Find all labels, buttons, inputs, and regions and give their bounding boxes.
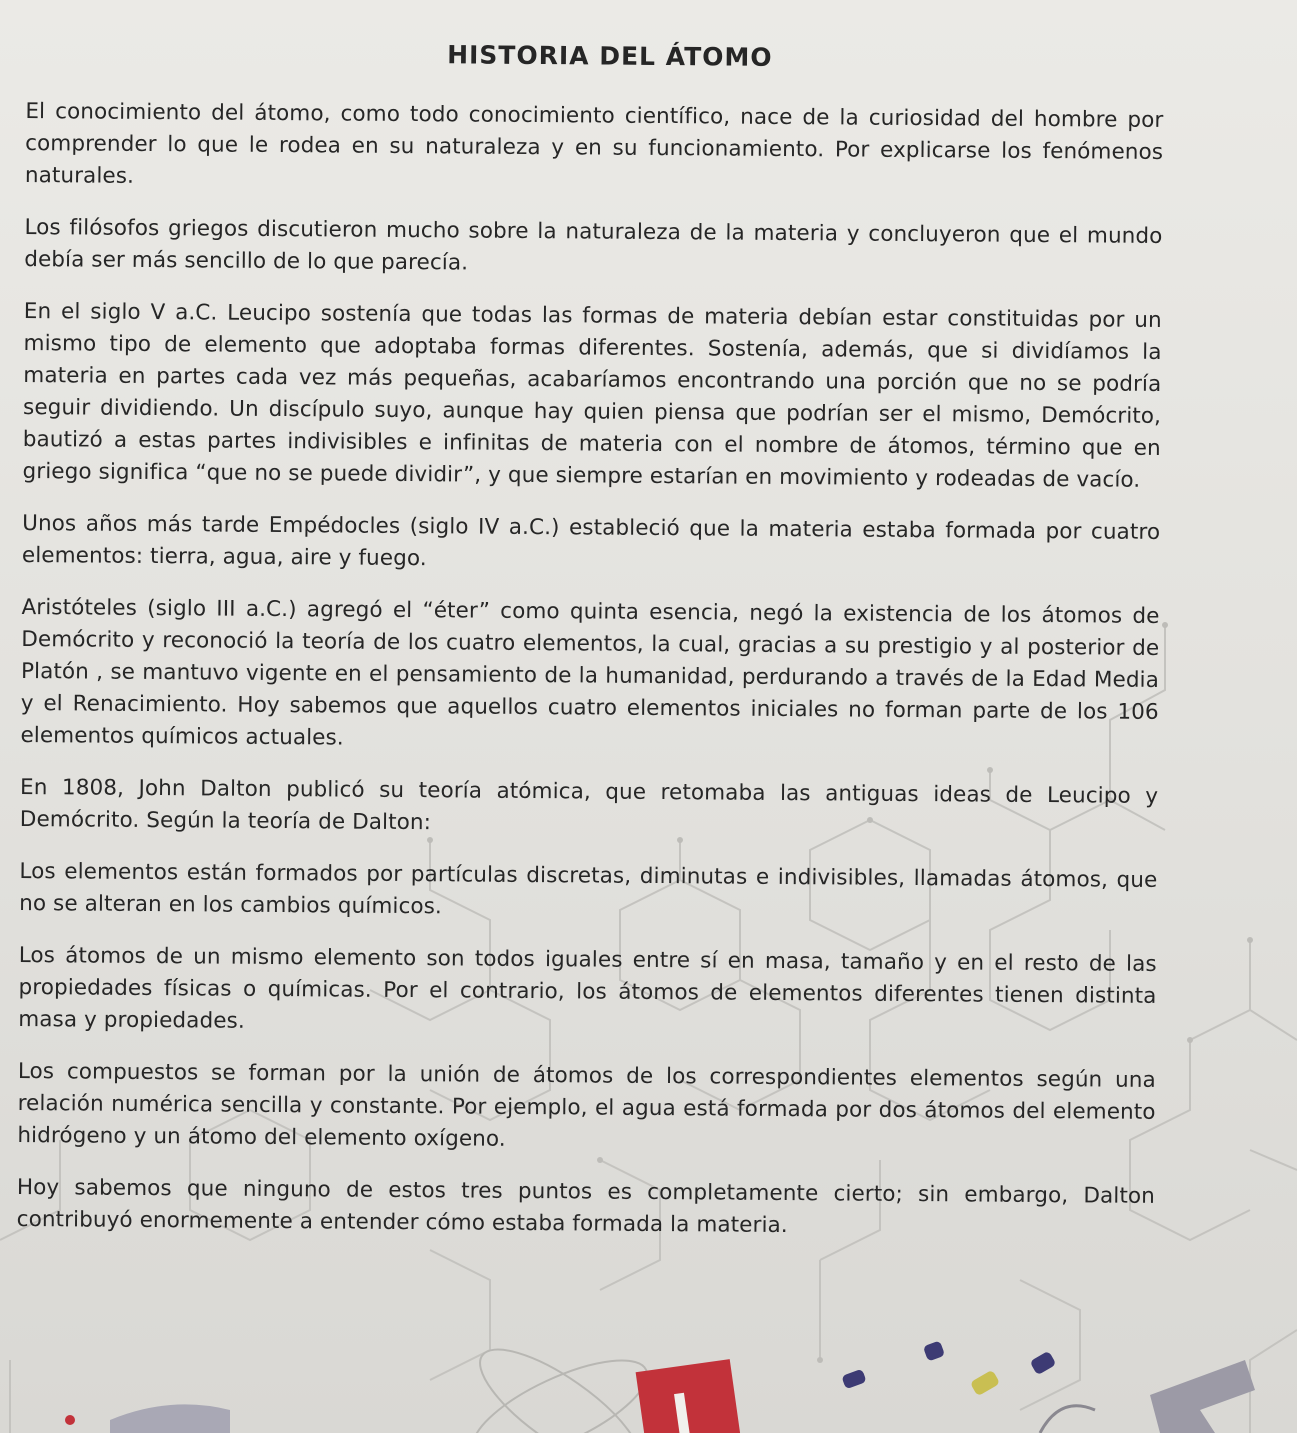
paragraph-dalton-point-3: Los compuestos se forman por la unión de átomos de los correspondientes elementos según una relación numérica sencilla y constante. Por ejemplo, el agua está formada por dos átomos del elemento hidrógeno y un átomo del elemento oxígeno. bbox=[17, 1058, 1156, 1152]
paragraph-aristoteles: Aristóteles (siglo III a.C.) agregó el “éter” como quinta esencia, negó la existencia de los átomos de Demócrito y reconoció la teoría de los cuatro elementos, la cual, gracias a su prestigio y al posterior de Platón , se mantuvo vigente en el pensamiento de la humanidad, perdurando a través de la Edad Media y el Renacimiento. Hoy sabemos que aquellos cuatro elementos iniciales no forman parte de los 106 elementos químicos actuales. bbox=[20, 594, 1160, 751]
paragraph-greek-philosophers: Los filósofos griegos discutieron mucho sobre la naturaleza de la materia y concluyeron que el mundo debía ser más sencillo de lo que parecía. bbox=[24, 214, 1163, 276]
paragraph-conclusion: Hoy sabemos que ninguno de estos tres puntos es completamente cierto; sin embargo, Dalton contribuyó enormemente a entender cómo estaba formada la materia. bbox=[16, 1174, 1156, 1239]
paragraph-dalton-point-1: Los elementos están formados por partículas discretas, diminutas e indivisibles, llamadas átomos, que no se alteran en los cambios químicos. bbox=[19, 858, 1158, 920]
paragraph-dalton-intro: En 1808, John Dalton publicó su teoría atómica, que retomaba las antiguas ideas de Leucipo y Demócrito. Según la teoría de Dalton: bbox=[19, 774, 1159, 836]
paragraph-leucipo-democrito: En el siglo V a.C. Leucipo sostenía que todas las formas de materia debían estar constituidas por un mismo tipo de elemento que adoptaba formas diferentes. Sostenía, además, que si dividíamos la materia en partes cada vez más pequeñas, acabaríamos encontrando una porción que no se podría seguir dividiendo. Un discípulo suyo, aunque hay quien piensa que podrían ser el mismo, Demócrito, bautizó a estas partes indivisibles e infinitas de materia con el nombre de átomos, término que en griego significa “que no se puede dividir”, y que siempre estarían en movimiento y rodeadas de vacío. bbox=[22, 298, 1162, 493]
page-title: HISTORIA DEL ÁTOMO bbox=[447, 40, 773, 72]
paragraph-empedocles: Unos años más tarde Empédocles (siglo IV a.C.) estableció que la materia estaba formada por cuatro elementos: tierra, agua, aire y fuego. bbox=[21, 510, 1161, 572]
article bbox=[17, 36, 1164, 1245]
paragraph-intro: El conocimiento del átomo, como todo conocimiento científico, nace de la curiosidad del hombre por comprender lo que le rodea en su naturaleza y en su funcionamiento. Por explicarse los fenómenos naturales. bbox=[24, 98, 1164, 189]
paragraph-dalton-point-2: Los átomos de un mismo elemento son todos iguales entre sí en masa, tamaño y en el resto de las propiedades físicas o químicas. Por el contrario, los átomos de elementos diferentes tienen distinta masa y propiedades. bbox=[18, 942, 1157, 1034]
lab-equipment-illustration bbox=[65, 1340, 1255, 1433]
